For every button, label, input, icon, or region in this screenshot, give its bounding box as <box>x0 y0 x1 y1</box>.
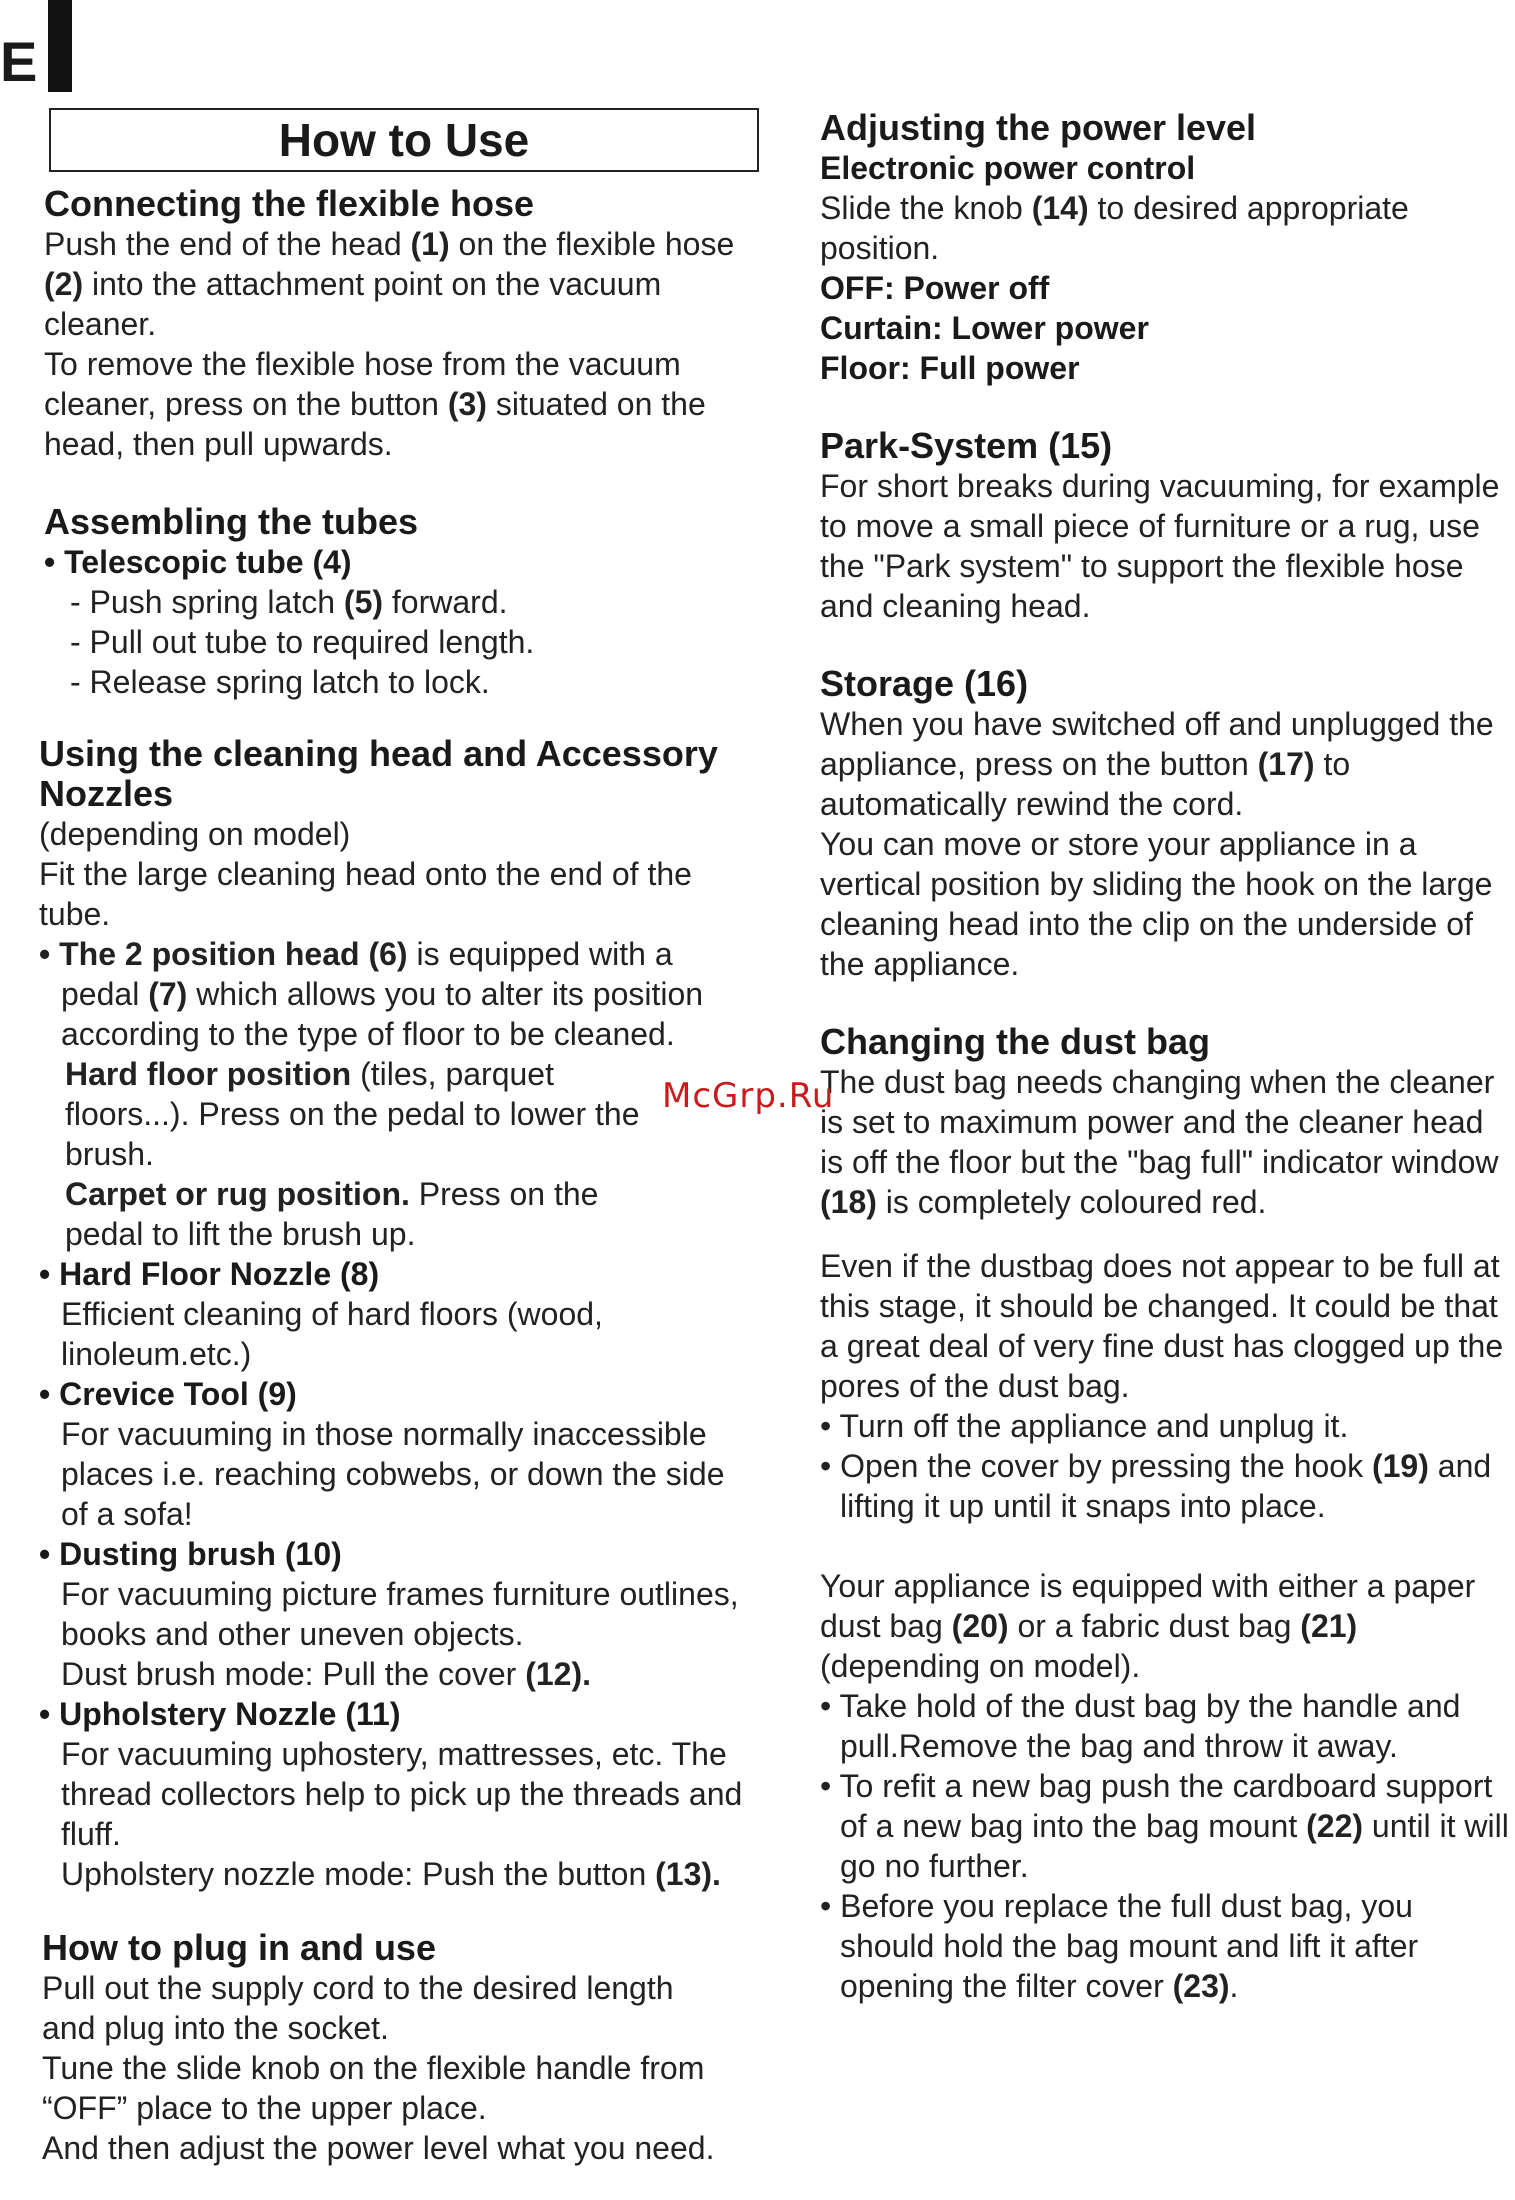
text-line: should hold the bag mount and lift it after <box>840 1928 1419 1964</box>
text-line: tube. <box>39 896 111 932</box>
bullet-item: • To refit a new bag push the cardboard support <box>820 1766 1515 1806</box>
text-line: You can move or store your appliance in a <box>820 826 1417 862</box>
power-setting-off: OFF: Power off <box>820 270 1050 306</box>
text-line: linoleum.etc.) <box>61 1336 252 1372</box>
text-line: thread collectors help to pick up the threads and <box>61 1776 743 1812</box>
text-line: For vacuuming uphostery, mattresses, etc. The <box>61 1736 727 1772</box>
text-line: Push the end of the head (1) on the flexible hose <box>44 226 735 262</box>
section-heading: Park-System (15) <box>820 425 1113 466</box>
text-line: “OFF” place to the upper place. <box>42 2090 487 2126</box>
text-line: appliance, press on the button (17) to <box>820 746 1351 782</box>
bullet-item: • Crevice Tool (9) <box>39 1374 759 1414</box>
step-line: - Release spring latch to lock. <box>70 664 490 700</box>
text-line: is off the floor but the "bag full" indicator window <box>820 1144 1499 1180</box>
bullet-item: • Open the cover by pressing the hook (19) and <box>820 1446 1515 1486</box>
text-line: books and other uneven objects. <box>61 1616 524 1652</box>
text-line: Hard floor position (tiles, parquet <box>65 1056 554 1092</box>
section-heading: Using the cleaning head and Accessory <box>39 733 718 774</box>
text-line: (2) into the attachment point on the vacuum <box>44 266 662 302</box>
text-line: to move a small piece of furniture or a rug, use <box>820 508 1480 544</box>
bullet-item: • Turn off the appliance and unplug it. <box>820 1406 1515 1446</box>
text-line: cleaning head into the clip on the underside of <box>820 906 1473 942</box>
text-line: (18) is completely coloured red. <box>820 1184 1267 1220</box>
text-line: this stage, it should be changed. It could be that <box>820 1288 1498 1324</box>
text-line: is set to maximum power and the cleaner head <box>820 1104 1484 1140</box>
power-setting-curtain: Curtain: Lower power <box>820 310 1149 346</box>
section-power-level <box>820 108 1515 388</box>
bullet-item: • The 2 position head (6) is equipped with a <box>39 934 759 974</box>
bullet-item: • Telescopic tube (4) <box>44 542 759 582</box>
text-line: brush. <box>65 1136 154 1172</box>
text-line: and plug into the socket. <box>42 2010 389 2046</box>
section-heading: Adjusting the power level <box>820 107 1257 148</box>
text-line: cleaner, press on the button (3) situated on the <box>44 386 706 422</box>
language-marker <box>0 0 80 95</box>
text-line: (depending on model). <box>820 1648 1141 1684</box>
language-letter: E <box>0 30 38 93</box>
section-dust-bag <box>820 1022 1515 2006</box>
text-line: a great deal of very fine dust has clogged up the <box>820 1328 1504 1364</box>
section-plug-in <box>42 1928 759 2168</box>
text-line: Upholstery nozzle mode: Push the button (13). <box>61 1856 721 1892</box>
section-cleaning-head-nozzles <box>39 734 759 1894</box>
text-line: cleaner. <box>44 306 157 342</box>
text-line: Tune the slide knob on the flexible handle from <box>42 2050 705 2086</box>
section-heading: How to plug in and use <box>42 1927 436 1968</box>
text-line: places i.e. reaching cobwebs, or down the side <box>61 1456 725 1492</box>
text-line: go no further. <box>840 1848 1029 1884</box>
section-connecting-hose <box>44 184 759 464</box>
text-line: dust bag (20) or a fabric dust bag (21) <box>820 1608 1358 1644</box>
bullet-item: • Hard Floor Nozzle (8) <box>39 1254 759 1294</box>
section-storage <box>820 664 1515 984</box>
section-heading: Storage (16) <box>820 663 1029 704</box>
text-line: For vacuuming in those normally inaccessible <box>61 1416 707 1452</box>
section-heading: Changing the dust bag <box>820 1021 1210 1062</box>
section-heading: Assembling the tubes <box>44 501 419 542</box>
text-line: pedal to lift the brush up. <box>65 1216 416 1252</box>
bullet-item: • Before you replace the full dust bag, you <box>820 1886 1515 1926</box>
text-line: Slide the knob (14) to desired appropriate <box>820 190 1409 226</box>
text-line: Pull out the supply cord to the desired length <box>42 1970 674 2006</box>
text-line: lifting it up until it snaps into place. <box>840 1488 1326 1524</box>
text-line: When you have switched off and unplugged the <box>820 706 1494 742</box>
section-assembling-tubes <box>44 502 759 702</box>
text-line: Even if the dustbag does not appear to be full at <box>820 1248 1500 1284</box>
text-line: Your appliance is equipped with either a paper <box>820 1568 1476 1604</box>
subheading: Electronic power control <box>820 150 1196 186</box>
text-line: position. <box>820 230 940 266</box>
step-line: - Pull out tube to required length. <box>70 624 535 660</box>
text-line: the "Park system" to support the flexible hose <box>820 548 1464 584</box>
step-line: - Push spring latch (5) forward. <box>70 584 508 620</box>
text-line: The dust bag needs changing when the cleaner <box>820 1064 1495 1100</box>
text-line: floors...). Press on the pedal to lower the <box>65 1096 640 1132</box>
text-line: To remove the flexible hose from the vacuum <box>44 346 681 382</box>
watermark: McGrp.Ru <box>662 1076 835 1116</box>
text-line: Dust brush mode: Pull the cover (12). <box>61 1656 592 1692</box>
text-line: fluff. <box>61 1816 121 1852</box>
text-line: opening the filter cover (23). <box>840 1968 1239 2004</box>
text-line: pedal (7) which allows you to alter its position <box>61 976 704 1012</box>
text-line: and cleaning head. <box>820 588 1091 624</box>
text-line: of a sofa! <box>61 1496 193 1532</box>
section-park-system <box>820 426 1515 626</box>
left-column <box>39 108 759 2168</box>
bullet-item: • Dusting brush (10) <box>39 1534 759 1574</box>
bullet-item: • Take hold of the dust bag by the handle and <box>820 1686 1515 1726</box>
page-title: How to Use <box>49 108 759 172</box>
section-heading: Nozzles <box>39 773 174 814</box>
right-column <box>820 108 1515 2006</box>
power-setting-floor: Floor: Full power <box>820 350 1080 386</box>
text-line: (depending on model) <box>39 816 351 852</box>
bullet-item: • Upholstery Nozzle (11) <box>39 1694 759 1734</box>
text-line: For vacuuming picture frames furniture outlines, <box>61 1576 739 1612</box>
text-line: according to the type of floor to be cleaned. <box>61 1016 675 1052</box>
text-line: For short breaks during vacuuming, for example <box>820 468 1500 504</box>
text-line: pull.Remove the bag and throw it away. <box>840 1728 1398 1764</box>
text-line: Carpet or rug position. Press on the <box>65 1176 599 1212</box>
text-line: Fit the large cleaning head onto the end of the <box>39 856 692 892</box>
section-heading: Connecting the flexible hose <box>44 183 535 224</box>
text-line: automatically rewind the cord. <box>820 786 1244 822</box>
text-line: the appliance. <box>820 946 1020 982</box>
language-bar <box>48 0 72 92</box>
text-line: Efficient cleaning of hard floors (wood, <box>61 1296 603 1332</box>
text-line: head, then pull upwards. <box>44 426 393 462</box>
text-line: And then adjust the power level what you need. <box>42 2130 715 2166</box>
text-line: pores of the dust bag. <box>820 1368 1130 1404</box>
text-line: vertical position by sliding the hook on the large <box>820 866 1493 902</box>
text-line: of a new bag into the bag mount (22) until it will <box>840 1808 1509 1844</box>
